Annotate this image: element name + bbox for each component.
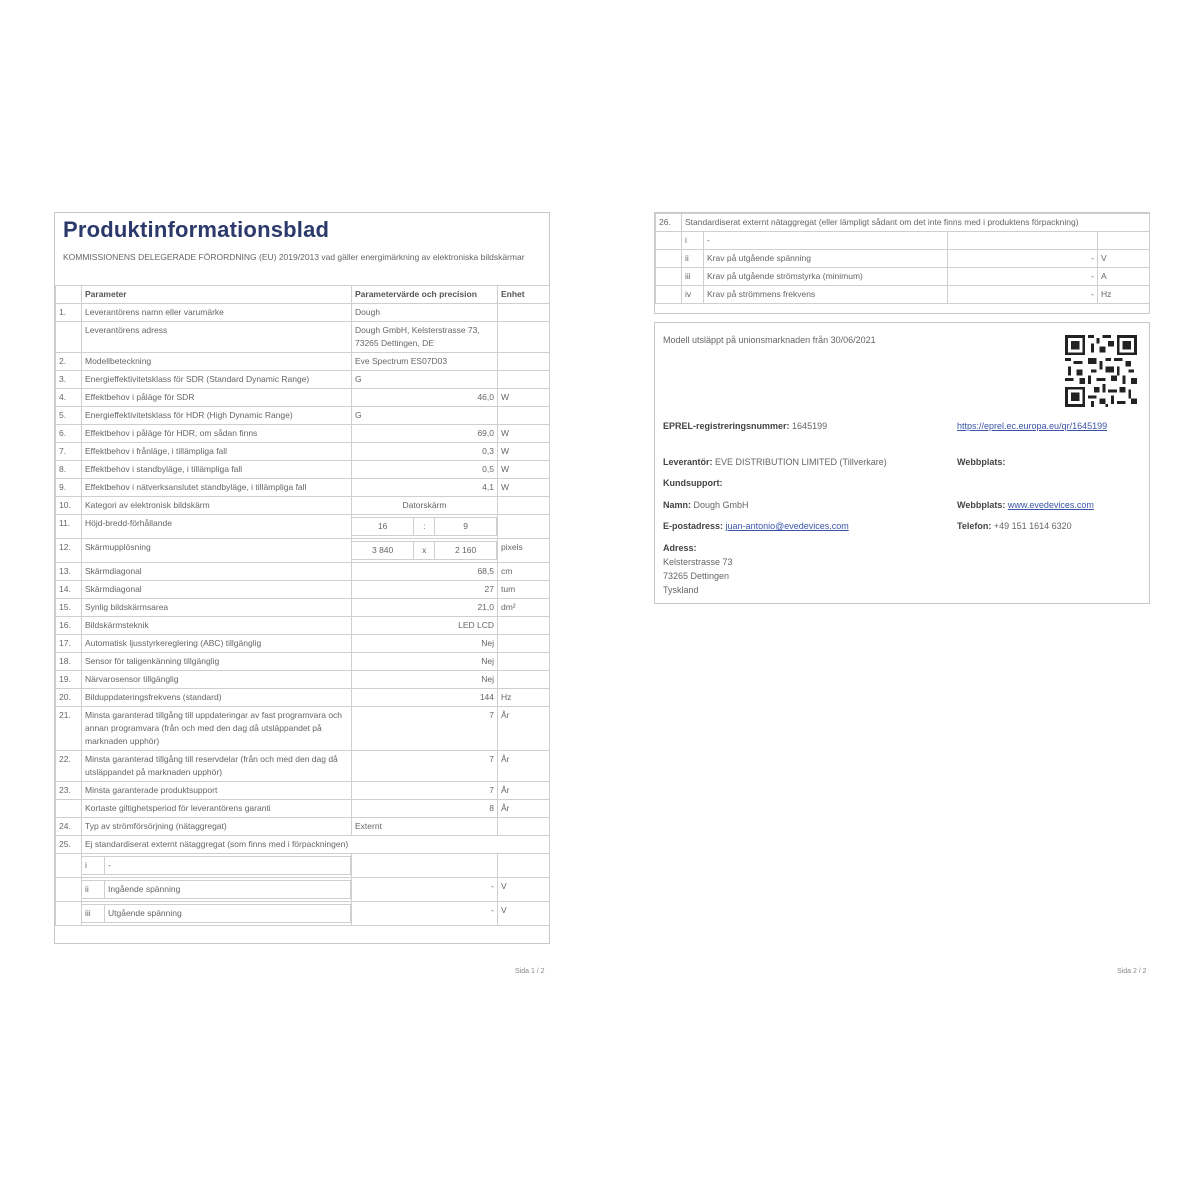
row-unit: År — [498, 751, 550, 782]
row-number: 20. — [56, 689, 82, 707]
row-value: Datorskärm — [352, 497, 498, 515]
subrow-unit — [1098, 232, 1150, 250]
name-value: Dough GmbH — [693, 500, 749, 510]
row-parameter: Närvarosensor tillgänglig — [82, 671, 352, 689]
row-value: G — [352, 371, 498, 389]
row-unit: dm² — [498, 599, 550, 617]
row-value: Nej — [352, 671, 498, 689]
address-block — [663, 541, 733, 597]
row-parameter: Energieffektivitetsklass för SDR (Standard Dynamic Range) — [82, 371, 352, 389]
row-value: 27 — [352, 581, 498, 599]
row-number: 1. — [56, 304, 82, 322]
table-row — [56, 599, 550, 617]
row-unit — [498, 635, 550, 653]
table-row — [56, 563, 550, 581]
row-number: 3. — [56, 371, 82, 389]
subrow-number: iii — [82, 905, 105, 923]
regulation-subtitle: KOMMISSIONENS DELEGERADE FÖRORDNING (EU) 2019/2013 vad gäller energimärkning av elektroniska bildskärmar — [63, 252, 525, 262]
table-subrow — [656, 268, 1150, 286]
row-unit: W — [498, 443, 550, 461]
row-unit: År — [498, 782, 550, 800]
row-value: 69,0 — [352, 425, 498, 443]
email-link[interactable]: juan-antonio@evedevices.com — [725, 521, 849, 531]
table-row — [56, 689, 550, 707]
row-number: 26. — [656, 214, 682, 232]
address-line: Tyskland — [663, 585, 699, 595]
subrow-number: iii — [682, 268, 704, 286]
row-number: 10. — [56, 497, 82, 515]
table-row — [56, 782, 550, 800]
supplier-label: Leverantör: — [663, 457, 713, 467]
row-number: 7. — [56, 443, 82, 461]
table-row — [56, 707, 550, 751]
split-sep: : — [414, 518, 435, 536]
row-unit — [498, 497, 550, 515]
subrow-value: - — [352, 902, 498, 926]
row-unit — [498, 322, 550, 353]
row-number: 17. — [56, 635, 82, 653]
row-parameter: Standardiserat externt nätaggregat (eller lämpligt sådant om det inte finns med i produktens förpackning) — [682, 214, 1150, 232]
website2-label: Webbplats: — [957, 500, 1006, 510]
header-unit: Enhet — [498, 286, 550, 304]
row-unit — [498, 304, 550, 322]
address-label: Adress: — [663, 543, 697, 553]
release-date: Modell utsläppt på unionsmarknaden från 30/06/2021 — [663, 335, 876, 345]
row-number: 2. — [56, 353, 82, 371]
row-parameter: Bildskärmsteknik — [82, 617, 352, 635]
eprel-number: 1645199 — [792, 421, 828, 431]
table-row — [56, 322, 550, 353]
row-value: Dough GmbH, Kelsterstrasse 73, 73265 Dettingen, DE — [352, 322, 498, 353]
row-number: 4. — [56, 389, 82, 407]
row-parameter: Höjd-bredd-förhållande — [82, 515, 352, 539]
subrow-label: Utgående spänning — [105, 905, 351, 923]
row-unit: W — [498, 425, 550, 443]
row-value: Nej — [352, 635, 498, 653]
page-title: Produktinformationsblad — [63, 217, 330, 242]
table-row — [56, 818, 550, 836]
row-number: 21. — [56, 707, 82, 751]
address-line: 73265 Dettingen — [663, 571, 730, 581]
row-parameter: Skärmupplösning — [82, 539, 352, 563]
subrow-unit: V — [1098, 250, 1150, 268]
row-unit — [498, 653, 550, 671]
row-unit — [498, 353, 550, 371]
subrow-label: - — [704, 232, 948, 250]
qr-code-icon[interactable] — [1065, 335, 1137, 407]
subrow-number: ii — [682, 250, 704, 268]
row-unit — [498, 617, 550, 635]
row-parameter: Leverantörens namn eller varumärke — [82, 304, 352, 322]
row-number — [56, 800, 82, 818]
table-row — [56, 479, 550, 497]
table-row — [56, 671, 550, 689]
subrow-value — [352, 854, 498, 878]
row-value: 0,5 — [352, 461, 498, 479]
row-unit — [498, 371, 550, 389]
subrow-unit: V — [498, 878, 550, 902]
eprel-row — [663, 419, 827, 433]
table-row — [56, 304, 550, 322]
row-value — [352, 539, 498, 563]
row-value: Externt — [352, 818, 498, 836]
table-row — [56, 353, 550, 371]
row-parameter: Effektbehov i nätverksanslutet standbyläge, i tillämpliga fall — [82, 479, 352, 497]
table-row — [56, 653, 550, 671]
table-subrow — [656, 250, 1150, 268]
address-line: Kelsterstrasse 73 — [663, 557, 733, 567]
support-label: Kundsupport: — [663, 478, 723, 488]
row-number: 23. — [56, 782, 82, 800]
row-value: Nej — [352, 653, 498, 671]
phone-value: +49 151 1614 6320 — [993, 521, 1072, 531]
page-footer-2: Sida 2 / 2 — [1117, 968, 1147, 975]
name-label: Namn: — [663, 500, 692, 510]
subrow-label: Ingående spänning — [105, 881, 351, 899]
row-value: 46,0 — [352, 389, 498, 407]
subrow-parameter — [82, 854, 352, 878]
table-subrow — [656, 232, 1150, 250]
row-number — [56, 322, 82, 353]
supplier-info-box — [654, 322, 1150, 604]
row-parameter: Bilduppdateringsfrekvens (standard) — [82, 689, 352, 707]
row-parameter: Skärmdiagonal — [82, 581, 352, 599]
row-number: 25. — [56, 836, 82, 854]
row-parameter: Energieffektivitetsklass för HDR (High Dynamic Range) — [82, 407, 352, 425]
row-number: 24. — [56, 818, 82, 836]
row-value: 21,0 — [352, 599, 498, 617]
row-unit: År — [498, 800, 550, 818]
row-value: LED LCD — [352, 617, 498, 635]
row-parameter: Ej standardiserat externt nätaggregat (som finns med i förpackningen) — [82, 836, 550, 854]
phone-row — [957, 519, 1072, 533]
table-row — [56, 539, 550, 563]
row-parameter: Synlig bildskärmsarea — [82, 599, 352, 617]
row-parameter: Kategori av elektronisk bildskärm — [82, 497, 352, 515]
table-row — [656, 214, 1150, 232]
split-right: 9 — [435, 518, 497, 536]
email-label: E-postadress: — [663, 521, 724, 531]
header-parameter: Parameter — [82, 286, 352, 304]
row-unit: cm — [498, 563, 550, 581]
row-unit: W — [498, 479, 550, 497]
table-row — [56, 800, 550, 818]
row-value: 7 — [352, 782, 498, 800]
row-parameter: Effektbehov i frånläge, i tillämpliga fall — [82, 443, 352, 461]
subrow-label: - — [105, 857, 351, 875]
row-parameter: Modellbeteckning — [82, 353, 352, 371]
table-row — [56, 389, 550, 407]
row-value: Dough — [352, 304, 498, 322]
row-unit — [498, 515, 550, 539]
row-value — [352, 515, 498, 539]
power-supply-table — [655, 213, 1150, 304]
subrow-unit — [498, 854, 550, 878]
row-parameter: Minsta garanterade produktsupport — [82, 782, 352, 800]
subrow-unit: Hz — [1098, 286, 1150, 304]
row-value: Eve Spectrum ES07D03 — [352, 353, 498, 371]
split-left: 3 840 — [352, 542, 414, 560]
row-number: 16. — [56, 617, 82, 635]
row-number: 9. — [56, 479, 82, 497]
row-parameter: Minsta garanterad tillgång till reservdelar (från och med den dag då utsläppandet på marknaden upphör) — [82, 751, 352, 782]
row-number: 14. — [56, 581, 82, 599]
row-number: 13. — [56, 563, 82, 581]
subrow-number: ii — [82, 881, 105, 899]
row-unit: W — [498, 461, 550, 479]
header-value: Parametervärde och precision — [352, 286, 498, 304]
page-2-table — [654, 212, 1150, 314]
row-number: 8. — [56, 461, 82, 479]
table-row — [56, 497, 550, 515]
table-row — [56, 617, 550, 635]
row-value: 0,3 — [352, 443, 498, 461]
subrow-value: - — [948, 268, 1098, 286]
phone-label: Telefon: — [957, 521, 992, 531]
table-row — [56, 407, 550, 425]
row-parameter: Effektbehov i påläge för SDR — [82, 389, 352, 407]
row-value: 68,5 — [352, 563, 498, 581]
row-unit: Hz — [498, 689, 550, 707]
split-right: 2 160 — [435, 542, 497, 560]
subrow-number: iv — [682, 286, 704, 304]
subrow-value: - — [352, 878, 498, 902]
table-row — [56, 443, 550, 461]
subrow-unit: A — [1098, 268, 1150, 286]
row-parameter: Effektbehov i påläge för HDR, om sådan finns — [82, 425, 352, 443]
row-unit: W — [498, 389, 550, 407]
row-value: 4,1 — [352, 479, 498, 497]
table-row — [56, 581, 550, 599]
email-row — [663, 519, 849, 533]
row-value: 7 — [352, 751, 498, 782]
table-row — [56, 425, 550, 443]
table-row — [56, 461, 550, 479]
parameter-table — [55, 285, 550, 926]
row-number: 11. — [56, 515, 82, 539]
table-row — [56, 515, 550, 539]
supplier-row — [663, 455, 887, 469]
row-unit: pixels — [498, 539, 550, 563]
table-subrow — [56, 878, 550, 902]
row-unit — [498, 818, 550, 836]
table-row — [56, 751, 550, 782]
row-parameter: Kortaste giltighetsperiod för leverantörens garanti — [82, 800, 352, 818]
subrow-number: i — [82, 857, 105, 875]
row-value: G — [352, 407, 498, 425]
page-1 — [54, 212, 550, 944]
table-row — [56, 371, 550, 389]
website-label: Webbplats: — [957, 457, 1006, 467]
subrow-value: - — [948, 250, 1098, 268]
split-sep: x — [414, 542, 435, 560]
supplier-value: EVE DISTRIBUTION LIMITED (Tillverkare) — [715, 457, 887, 467]
row-parameter: Typ av strömförsörjning (nätaggregat) — [82, 818, 352, 836]
subrow-parameter — [82, 902, 352, 926]
website2-row — [957, 498, 1094, 512]
row-value: 7 — [352, 707, 498, 751]
row-number: 18. — [56, 653, 82, 671]
subrow-number: i — [682, 232, 704, 250]
table-row — [56, 836, 550, 854]
eprel-label: EPREL-registreringsnummer: — [663, 421, 790, 431]
row-number: 15. — [56, 599, 82, 617]
row-parameter: Effektbehov i standbyläge, i tillämpliga fall — [82, 461, 352, 479]
row-unit: tum — [498, 581, 550, 599]
subrow-unit: V — [498, 902, 550, 926]
row-number: 5. — [56, 407, 82, 425]
row-number: 6. — [56, 425, 82, 443]
split-left: 16 — [352, 518, 414, 536]
subrow-value — [948, 232, 1098, 250]
row-unit: År — [498, 707, 550, 751]
row-number: 12. — [56, 539, 82, 563]
subrow-label: Krav på utgående strömstyrka (minimum) — [704, 268, 948, 286]
row-number: 19. — [56, 671, 82, 689]
row-parameter: Automatisk ljusstyrkereglering (ABC) tillgänglig — [82, 635, 352, 653]
table-subrow — [56, 854, 550, 878]
row-number: 22. — [56, 751, 82, 782]
row-parameter: Leverantörens adress — [82, 322, 352, 353]
row-unit — [498, 407, 550, 425]
subrow-label: Krav på strömmens frekvens — [704, 286, 948, 304]
row-value: 8 — [352, 800, 498, 818]
table-subrow — [656, 286, 1150, 304]
eprel-link[interactable]: https://eprel.ec.europa.eu/qr/1645199 — [957, 421, 1108, 431]
row-parameter: Skärmdiagonal — [82, 563, 352, 581]
row-value: 144 — [352, 689, 498, 707]
website2-link[interactable]: www.evedevices.com — [1007, 500, 1094, 510]
row-parameter: Sensor för taligenkänning tillgänglig — [82, 653, 352, 671]
page-footer-1: Sida 1 / 2 — [515, 968, 545, 975]
table-subrow — [56, 902, 550, 926]
row-parameter: Minsta garanterad tillgång till uppdateringar av fast programvara och annan programvara (från och med den dag då utsläppandet på marknaden upphör) — [82, 707, 352, 751]
subrow-label: Krav på utgående spänning — [704, 250, 948, 268]
subrow-value: - — [948, 286, 1098, 304]
split-value — [352, 541, 497, 560]
subrow-parameter — [82, 878, 352, 902]
header-no — [56, 286, 82, 304]
name-row — [663, 498, 749, 512]
table-row — [56, 635, 550, 653]
split-value — [352, 517, 497, 536]
row-unit — [498, 671, 550, 689]
